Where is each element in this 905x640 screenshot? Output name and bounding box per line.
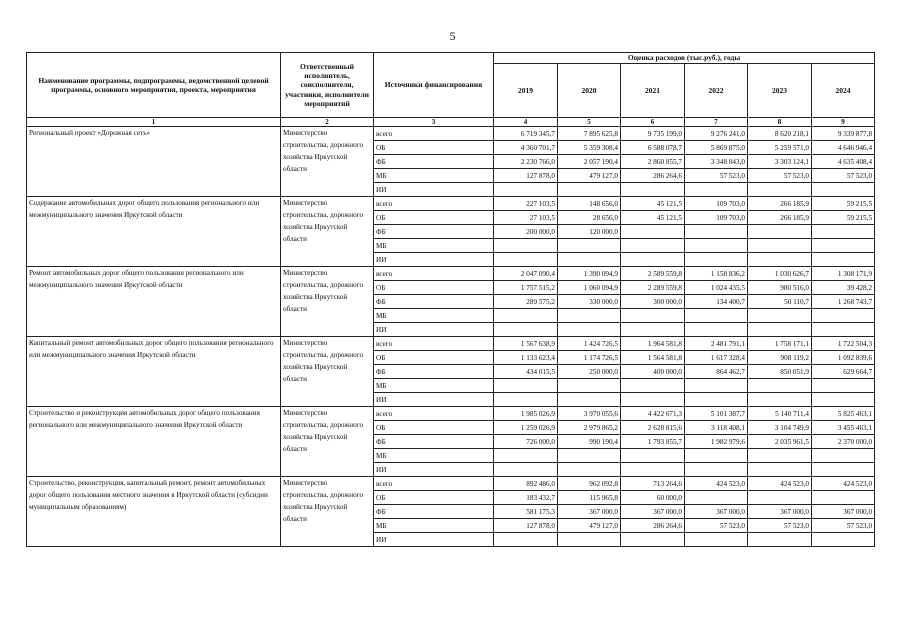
expense-value: 6 719 345,7 <box>494 127 558 141</box>
expense-value: 57 523,0 <box>685 519 748 533</box>
expense-value: 60 000,0 <box>621 491 685 505</box>
measure-name: Строительство и реконструкция автомобильных дорог общего пользования регионального или межмуниципального значения Иркутской области <box>27 407 281 477</box>
expense-value: 5 140 711,4 <box>748 407 812 421</box>
expense-value <box>621 393 685 407</box>
expense-value: 1 617 328,4 <box>685 351 748 365</box>
table-row <box>27 127 875 141</box>
measure-name: Строительство, реконструкция, капитальный ремонт, ремонт автомобильных дорог общего пользования местного значения в Иркутской области (субсидии муниципальным образованиям) <box>27 477 281 547</box>
expense-value: 864 462,7 <box>685 365 748 379</box>
expense-value <box>812 225 875 239</box>
column-number: 6 <box>621 118 685 127</box>
expense-value: 289 575,2 <box>494 295 558 309</box>
expense-value: 286 264,6 <box>621 169 685 183</box>
expense-value: 1 133 623,4 <box>494 351 558 365</box>
expense-value <box>494 393 558 407</box>
expense-value: 3 104 749,9 <box>748 421 812 435</box>
funding-source: ФБ <box>374 225 494 239</box>
expense-value <box>685 239 748 253</box>
expense-value <box>621 239 685 253</box>
column-number: 7 <box>685 118 748 127</box>
expense-value: 1 982 979,6 <box>685 435 748 449</box>
expense-value: 367 000,0 <box>812 505 875 519</box>
expense-value <box>748 253 812 267</box>
header-expenses: Оценка расходов (тыс.руб.), годы <box>494 53 875 64</box>
expense-value: 2 481 791,1 <box>685 337 748 351</box>
expense-value: 892 486,0 <box>494 477 558 491</box>
expense-value: 1 964 581,8 <box>621 337 685 351</box>
expense-value: 3 348 843,0 <box>685 155 748 169</box>
expense-value: 109 703,0 <box>685 211 748 225</box>
header-year: 2020 <box>558 64 621 118</box>
expense-value <box>685 491 748 505</box>
expense-value: 1 158 836,2 <box>685 267 748 281</box>
expense-value <box>494 183 558 197</box>
expense-value: 3 118 408,1 <box>685 421 748 435</box>
expense-value <box>748 393 812 407</box>
responsible-executor: Министерство строительства, дорожного хозяйства Иркутской области <box>281 337 374 407</box>
expense-value: 250 000,0 <box>558 365 621 379</box>
column-number: 8 <box>748 118 812 127</box>
header-name: Наименование программы, подпрограммы, ведомственной целевой программы, основного мероприятия, проекта, мероприятия <box>27 53 281 118</box>
expense-value <box>812 323 875 337</box>
funding-source: всего <box>374 407 494 421</box>
expense-value: 479 127,0 <box>558 519 621 533</box>
header-year: 2019 <box>494 64 558 118</box>
expense-value: 1 758 171,1 <box>748 337 812 351</box>
expense-value: 434 015,5 <box>494 365 558 379</box>
expense-value: 1 174 726,5 <box>558 351 621 365</box>
expense-value: 148 656,0 <box>558 197 621 211</box>
expense-value <box>812 309 875 323</box>
expense-value <box>558 393 621 407</box>
funding-source: всего <box>374 337 494 351</box>
measure-name: Капитальный ремонт автомобильных дорог общего пользования регионального или межмуниципального значения Иркутской области <box>27 337 281 407</box>
header-source: Источники финансирования <box>374 53 494 118</box>
expense-value: 1 030 626,7 <box>748 267 812 281</box>
expense-value: 424 523,0 <box>812 477 875 491</box>
expense-value: 5 101 387,7 <box>685 407 748 421</box>
expense-value: 109 703,0 <box>685 197 748 211</box>
expense-value: 3 455 463,1 <box>812 421 875 435</box>
expense-value <box>685 309 748 323</box>
expense-value <box>812 239 875 253</box>
funding-source: всего <box>374 127 494 141</box>
table-row <box>27 477 875 491</box>
expense-value: 424 523,0 <box>748 477 812 491</box>
expense-value: 120 000,0 <box>558 225 621 239</box>
expense-value: 2 979 865,2 <box>558 421 621 435</box>
expense-value <box>621 253 685 267</box>
expense-value: 2 035 961,5 <box>748 435 812 449</box>
expense-value: 9 735 199,0 <box>621 127 685 141</box>
expense-value: 1 564 581,8 <box>621 351 685 365</box>
header-year: 2021 <box>621 64 685 118</box>
expense-value: 57 523,0 <box>812 519 875 533</box>
expense-value <box>748 491 812 505</box>
column-number: 2 <box>281 118 374 127</box>
expense-value <box>685 253 748 267</box>
expense-value: 4 360 701,7 <box>494 141 558 155</box>
expense-value <box>685 323 748 337</box>
expense-value <box>812 393 875 407</box>
expense-value: 367 000,0 <box>685 505 748 519</box>
funding-source: ФБ <box>374 365 494 379</box>
expense-value <box>494 449 558 463</box>
expense-value: 59 215,5 <box>812 197 875 211</box>
expense-value: 59 215,5 <box>812 211 875 225</box>
expense-value: 1 985 026,9 <box>494 407 558 421</box>
responsible-executor: Министерство строительства, дорожного хозяйства Иркутской области <box>281 477 374 547</box>
expense-value: 1 308 171,9 <box>812 267 875 281</box>
expense-value: 9 276 241,0 <box>685 127 748 141</box>
table-row <box>27 407 875 421</box>
expense-value: 266 185,9 <box>748 211 812 225</box>
funding-source: ОБ <box>374 281 494 295</box>
funding-source: ФБ <box>374 155 494 169</box>
expense-value: 57 523,0 <box>748 169 812 183</box>
expense-value <box>812 533 875 547</box>
expense-value: 300 000,0 <box>621 295 685 309</box>
expense-value: 2 230 766,0 <box>494 155 558 169</box>
expense-value: 4 646 946,4 <box>812 141 875 155</box>
funding-source: ИИ <box>374 533 494 547</box>
expense-value: 4 422 671,3 <box>621 407 685 421</box>
column-number: 9 <box>812 118 875 127</box>
expense-value: 330 000,0 <box>558 295 621 309</box>
expense-value <box>494 533 558 547</box>
expense-value <box>748 533 812 547</box>
expense-value <box>748 449 812 463</box>
expense-value: 962 092,8 <box>558 477 621 491</box>
funding-source: МБ <box>374 169 494 183</box>
header-year: 2022 <box>685 64 748 118</box>
measure-name: Региональный проект «Дорожная сеть» <box>27 127 281 197</box>
responsible-executor: Министерство строительства, дорожного хозяйства Иркутской области <box>281 267 374 337</box>
expense-value: 2 289 559,8 <box>621 281 685 295</box>
expense-value: 27 103,5 <box>494 211 558 225</box>
expense-value: 1 390 094,9 <box>558 267 621 281</box>
expense-value: 39 428,2 <box>812 281 875 295</box>
expense-value <box>494 253 558 267</box>
expense-value <box>812 253 875 267</box>
responsible-executor: Министерство строительства, дорожного хозяйства Иркутской области <box>281 407 374 477</box>
expense-value: 2 860 855,7 <box>621 155 685 169</box>
expense-value: 127 878,0 <box>494 519 558 533</box>
expense-value: 57 523,0 <box>685 169 748 183</box>
expense-value: 5 869 875,0 <box>685 141 748 155</box>
expense-value: 1 268 743,7 <box>812 295 875 309</box>
expense-value: 713 264,6 <box>621 477 685 491</box>
expense-value: 50 110,7 <box>748 295 812 309</box>
header-executor: Ответственный исполнитель, соисполнители, участники, исполнители мероприятий <box>281 53 374 118</box>
expense-value <box>685 393 748 407</box>
expense-value: 850 051,9 <box>748 365 812 379</box>
expense-value <box>494 309 558 323</box>
expense-value <box>685 463 748 477</box>
expense-value: 57 523,0 <box>748 519 812 533</box>
expense-value: 629 664,7 <box>812 365 875 379</box>
expense-value <box>621 533 685 547</box>
funding-source: всего <box>374 267 494 281</box>
expense-value: 115 965,8 <box>558 491 621 505</box>
expense-value <box>558 239 621 253</box>
expense-value: 1 024 435,5 <box>685 281 748 295</box>
funding-source: ИИ <box>374 253 494 267</box>
expense-value: 367 000,0 <box>558 505 621 519</box>
funding-source: ОБ <box>374 491 494 505</box>
expense-value: 3 970 055,6 <box>558 407 621 421</box>
measure-name: Ремонт автомобильных дорог общего пользования регионального или межмуниципального значения Иркутской области <box>27 267 281 337</box>
column-number: 3 <box>374 118 494 127</box>
expense-value: 45 121,5 <box>621 197 685 211</box>
expense-value <box>685 533 748 547</box>
expense-value: 227 103,5 <box>494 197 558 211</box>
expense-value: 134 400,7 <box>685 295 748 309</box>
table-row <box>27 197 875 211</box>
expense-value <box>685 449 748 463</box>
expense-value: 286 264,6 <box>621 519 685 533</box>
funding-source: ИИ <box>374 393 494 407</box>
expense-value <box>748 309 812 323</box>
column-number: 5 <box>558 118 621 127</box>
funding-source: МБ <box>374 519 494 533</box>
expense-value: 990 190,4 <box>558 435 621 449</box>
expense-value: 1 259 026,9 <box>494 421 558 435</box>
funding-source: ИИ <box>374 183 494 197</box>
expense-value <box>748 323 812 337</box>
funding-source: ОБ <box>374 421 494 435</box>
responsible-executor: Министерство строительства, дорожного хозяйства Иркутской области <box>281 127 374 197</box>
funding-source: всего <box>374 477 494 491</box>
funding-source: МБ <box>374 239 494 253</box>
funding-source: ОБ <box>374 211 494 225</box>
expense-value: 7 895 625,8 <box>558 127 621 141</box>
responsible-executor: Министерство строительства, дорожного хозяйства Иркутской области <box>281 197 374 267</box>
expense-value <box>558 463 621 477</box>
funding-source: МБ <box>374 379 494 393</box>
expense-value <box>558 183 621 197</box>
expense-value <box>685 379 748 393</box>
expense-value: 2 047 090,4 <box>494 267 558 281</box>
expense-value <box>621 183 685 197</box>
expense-value <box>558 533 621 547</box>
funding-source: ОБ <box>374 351 494 365</box>
expense-value: 908 119,2 <box>748 351 812 365</box>
expense-value: 127 878,0 <box>494 169 558 183</box>
expense-value <box>621 379 685 393</box>
expense-value <box>494 323 558 337</box>
expense-value: 581 175,3 <box>494 505 558 519</box>
expense-value <box>558 323 621 337</box>
expense-value: 400 000,0 <box>621 365 685 379</box>
expense-value: 57 523,0 <box>812 169 875 183</box>
expense-value: 1 722 504,3 <box>812 337 875 351</box>
table-row <box>27 337 875 351</box>
expense-value <box>812 183 875 197</box>
expense-value <box>685 225 748 239</box>
expense-value <box>621 225 685 239</box>
expense-value: 2 628 815,6 <box>621 421 685 435</box>
header-year: 2023 <box>748 64 812 118</box>
expense-value: 200 000,0 <box>494 225 558 239</box>
expense-value: 424 523,0 <box>685 477 748 491</box>
expense-value: 1 757 515,2 <box>494 281 558 295</box>
expense-value <box>494 239 558 253</box>
funding-source: ИИ <box>374 463 494 477</box>
expense-value <box>812 379 875 393</box>
expense-value <box>558 449 621 463</box>
expense-value: 5 359 308,4 <box>558 141 621 155</box>
expense-value <box>685 183 748 197</box>
funding-source: ФБ <box>374 435 494 449</box>
expense-value: 6 588 078,7 <box>621 141 685 155</box>
expense-value: 1 424 726,5 <box>558 337 621 351</box>
expense-value <box>748 379 812 393</box>
expense-value: 4 635 408,4 <box>812 155 875 169</box>
expense-value <box>494 379 558 393</box>
expense-value <box>748 183 812 197</box>
expense-value: 1 793 855,7 <box>621 435 685 449</box>
funding-source: МБ <box>374 449 494 463</box>
expense-value <box>621 309 685 323</box>
table-row <box>27 267 875 281</box>
expense-value <box>748 463 812 477</box>
expense-table <box>26 52 875 547</box>
expense-value <box>812 491 875 505</box>
expense-value: 45 121,5 <box>621 211 685 225</box>
expense-value: 266 185,9 <box>748 197 812 211</box>
expense-value: 2 370 000,0 <box>812 435 875 449</box>
expense-value <box>748 225 812 239</box>
funding-source: ОБ <box>374 141 494 155</box>
expense-value <box>621 449 685 463</box>
funding-source: МБ <box>374 309 494 323</box>
expense-value: 726 000,0 <box>494 435 558 449</box>
expense-value <box>812 449 875 463</box>
expense-value: 28 656,0 <box>558 211 621 225</box>
expense-value: 8 620 218,1 <box>748 127 812 141</box>
expense-value <box>748 239 812 253</box>
expense-value: 980 516,0 <box>748 281 812 295</box>
expense-value: 2 057 190,4 <box>558 155 621 169</box>
funding-source: ИИ <box>374 323 494 337</box>
expense-value <box>558 309 621 323</box>
expense-value <box>494 463 558 477</box>
expense-value: 5 825 463,1 <box>812 407 875 421</box>
expense-value: 9 339 877,8 <box>812 127 875 141</box>
column-number: 4 <box>494 118 558 127</box>
expense-value: 5 259 571,0 <box>748 141 812 155</box>
expense-value: 1 567 638,9 <box>494 337 558 351</box>
funding-source: ФБ <box>374 505 494 519</box>
expense-value: 479 127,0 <box>558 169 621 183</box>
column-number: 1 <box>27 118 281 127</box>
table-body <box>27 127 875 547</box>
expense-value <box>558 379 621 393</box>
page-number: 5 <box>449 29 456 43</box>
expense-value <box>621 463 685 477</box>
expense-value: 1 092 839,6 <box>812 351 875 365</box>
expense-value <box>812 463 875 477</box>
header-year: 2024 <box>812 64 875 118</box>
measure-name: Содержание автомобильных дорог общего пользования регионального или межмуниципального значения Иркутской области <box>27 197 281 267</box>
funding-source: всего <box>374 197 494 211</box>
expense-value: 367 000,0 <box>621 505 685 519</box>
expense-value: 1 060 094,9 <box>558 281 621 295</box>
expense-value: 367 000,0 <box>748 505 812 519</box>
expense-value: 183 432,7 <box>494 491 558 505</box>
expense-value <box>558 253 621 267</box>
expense-value <box>621 323 685 337</box>
expense-value: 3 303 124,1 <box>748 155 812 169</box>
expense-value: 2 589 559,8 <box>621 267 685 281</box>
funding-source: ФБ <box>374 295 494 309</box>
